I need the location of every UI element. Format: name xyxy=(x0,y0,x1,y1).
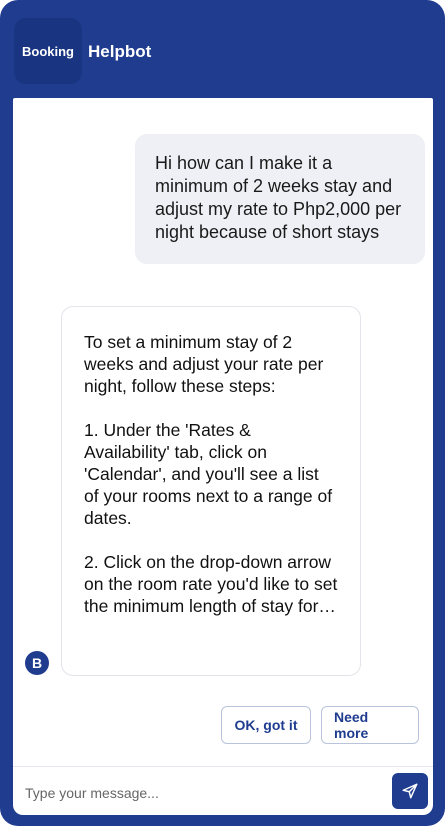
booking-logo: Booking xyxy=(14,18,82,84)
bot-message-paragraph: To set a minimum stay of 2 weeks and adjust your rate per night, follow these steps: xyxy=(84,332,324,396)
chat-header xyxy=(0,0,445,98)
message-input[interactable] xyxy=(23,779,377,807)
bot-message-paragraph: 2. Click on the drop-down arrow on the room rate you'd like to set the minimum length of stay for… xyxy=(84,552,338,616)
bot-avatar: B xyxy=(25,651,49,675)
message-composer xyxy=(13,766,433,815)
user-message: Hi how can I make it a minimum of 2 weeks stay and adjust my rate to Php2,000 per night because of short stays xyxy=(135,134,425,264)
ok-got-it-button[interactable]: OK, got it xyxy=(221,706,311,744)
chat-title: Helpbot xyxy=(88,42,152,61)
chat-panel xyxy=(13,98,433,815)
bot-message-paragraph: 1. Under the 'Rates & Availability' tab, click on 'Calendar', and you'll see a list of your rooms next to a range of dates. xyxy=(84,420,333,528)
send-icon xyxy=(401,782,419,800)
send-button[interactable] xyxy=(392,773,428,809)
need-more-button[interactable]: Need more xyxy=(321,706,419,744)
bot-message xyxy=(61,306,361,676)
